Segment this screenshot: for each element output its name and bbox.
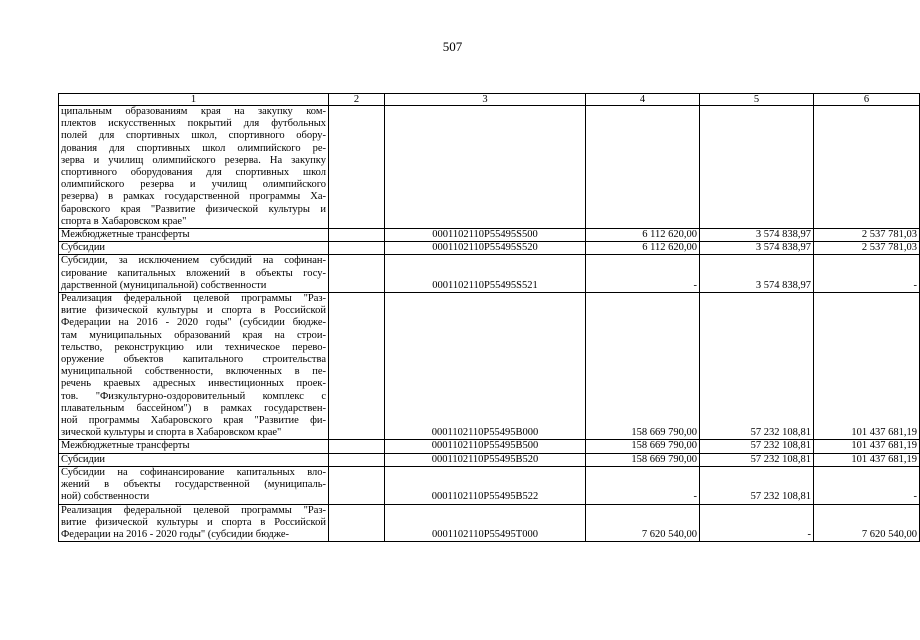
row-description (59, 242, 329, 255)
description-line: спорта в Хабаровском крае" (61, 215, 187, 227)
row-amount-col5: 57 232 108,81 (700, 453, 814, 466)
row-amount-col4: 7 620 540,00 (586, 504, 700, 542)
row-amount-col5: 3 574 838,97 (700, 255, 814, 293)
row-amount-col6: 101 437 681,19 (814, 293, 920, 440)
row-code: 0001102110P55495B000 (385, 293, 586, 440)
description-line: ципальным образованиям края на закупку ком- (61, 106, 326, 117)
column-header-6: 6 (814, 94, 920, 106)
description-line: зической культуры и спорта в Хабаровском крае" (61, 427, 282, 439)
column-header-3: 3 (385, 94, 586, 106)
column-header-1: 1 (59, 94, 329, 106)
row-amount-col5: 3 574 838,97 (700, 229, 814, 242)
row-amount-col4: 158 669 790,00 (586, 453, 700, 466)
table-row (59, 293, 920, 440)
column-header-2: 2 (329, 94, 385, 106)
description-line: Федерации на 2016 - 2020 годы" (субсидии бюдже- (61, 528, 290, 540)
row-amount-col6: 101 437 681,19 (814, 453, 920, 466)
description-line: резерва) в рамках государственной программы Ха- (61, 191, 326, 203)
row-code: 0001102110P55495S521 (385, 255, 586, 293)
row-amount-col4: 6 112 620,00 (586, 229, 700, 242)
table-row (59, 440, 920, 453)
column-header-5: 5 (700, 94, 814, 106)
row-code: 0001102110P55495S520 (385, 242, 586, 255)
description-line: муниципальной собственности, включенных в пе- (61, 366, 326, 378)
row-description (59, 106, 329, 229)
row-amount-col6: 101 437 681,19 (814, 440, 920, 453)
row-amount-col4: 158 669 790,00 (586, 293, 700, 440)
description-line: речень краевых адресных инвестиционных проек- (61, 378, 326, 390)
description-line: дарственной (муниципальной) собственности (61, 279, 267, 291)
row-code: 0001102110P55495B520 (385, 453, 586, 466)
row-description (59, 229, 329, 242)
table-row (59, 504, 920, 542)
description-line: жений в объекты государственной (муниципаль- (61, 479, 326, 491)
description-line: Субсидии на софинансирование капитальных вло- (61, 466, 326, 478)
row-amount-col5: - (700, 504, 814, 542)
column-header-4: 4 (586, 94, 700, 106)
table-header-row (59, 94, 920, 106)
row-column-2 (329, 242, 385, 255)
row-column-2 (329, 229, 385, 242)
description-line: плавательным бассейном") в рамках государствен- (61, 402, 326, 414)
row-code: 0001102110P55495S500 (385, 229, 586, 242)
description-line: Межбюджетные трансферты (61, 440, 190, 452)
table-row (59, 255, 920, 293)
description-line: тов. "Физкультурно-оздоровительный комплекс с (61, 390, 326, 402)
row-amount-col5: 57 232 108,81 (700, 440, 814, 453)
row-amount-col4: 158 669 790,00 (586, 440, 700, 453)
row-description (59, 453, 329, 466)
row-description (59, 440, 329, 453)
table-row (59, 466, 920, 504)
row-amount-col4 (586, 106, 700, 229)
row-description (59, 255, 329, 293)
description-line: спортивного оборудования для спортивных школ (61, 167, 326, 179)
description-line: Субсидии, за исключением субсидий на софинан- (61, 255, 326, 267)
row-amount-col4: 6 112 620,00 (586, 242, 700, 255)
row-amount-col6 (814, 106, 920, 229)
description-line: баровского края "Развитие физической культуры и (61, 203, 326, 215)
table-row (59, 229, 920, 242)
table-row (59, 106, 920, 229)
description-line: Реализация федеральной целевой программы "Раз- (61, 293, 326, 305)
description-line: витие физической культуры и спорта в Российской (61, 305, 326, 317)
description-line: ной) собственности (61, 491, 150, 503)
row-amount-col4: - (586, 466, 700, 504)
row-amount-col6: - (814, 466, 920, 504)
row-column-2 (329, 466, 385, 504)
description-line: сирование капитальных вложений в объекты госу- (61, 267, 326, 279)
description-line: плектов искусственных покрытий для футбольных (61, 118, 326, 130)
row-code: 0001102110P55495B500 (385, 440, 586, 453)
description-line: олимпийского резерва и училищ олимпийского (61, 179, 326, 191)
row-code (385, 106, 586, 229)
description-line: полей для спортивных школ, спортивного обору- (61, 130, 326, 142)
description-line: Реализация федеральной целевой программы "Раз- (61, 504, 326, 516)
row-amount-col5: 3 574 838,97 (700, 242, 814, 255)
row-amount-col6: 7 620 540,00 (814, 504, 920, 542)
table-row (59, 453, 920, 466)
row-amount-col5: 57 232 108,81 (700, 466, 814, 504)
row-amount-col6: 2 537 781,03 (814, 242, 920, 255)
description-line: оружение объектов капитального строительства (61, 354, 326, 366)
description-line: Межбюджетные трансферты (61, 229, 190, 241)
description-line: Федерации на 2016 - 2020 годы" (субсидии бюдже- (61, 317, 326, 329)
description-line: тельство, реконструкцию или техническое перево- (61, 341, 326, 353)
row-code: 0001102110P55495T000 (385, 504, 586, 542)
row-amount-col6: 2 537 781,03 (814, 229, 920, 242)
row-amount-col6: - (814, 255, 920, 293)
row-description (59, 293, 329, 440)
row-code: 0001102110P55495B522 (385, 466, 586, 504)
page-number: 507 (442, 39, 463, 54)
description-line: ной программы Хабаровского края "Развитие фи- (61, 415, 326, 427)
table-row (59, 242, 920, 255)
description-line: там муниципальных образований края на строи- (61, 329, 326, 341)
row-description (59, 504, 329, 542)
description-line: Субсидии (61, 242, 106, 254)
row-amount-col4: - (586, 255, 700, 293)
row-column-2 (329, 440, 385, 453)
row-column-2 (329, 504, 385, 542)
row-amount-col5 (700, 106, 814, 229)
row-description (59, 466, 329, 504)
description-line: зерва и училищ олимпийского резерва. На закупку (61, 154, 326, 166)
budget-table (58, 93, 920, 542)
description-line: Субсидии (61, 453, 106, 465)
row-column-2 (329, 106, 385, 229)
description-line: витие физической культуры и спорта в Российской (61, 516, 326, 528)
row-column-2 (329, 293, 385, 440)
row-column-2 (329, 255, 385, 293)
row-column-2 (329, 453, 385, 466)
description-line: дования для спортивных школ олимпийского ре- (61, 142, 326, 154)
row-amount-col5: 57 232 108,81 (700, 293, 814, 440)
